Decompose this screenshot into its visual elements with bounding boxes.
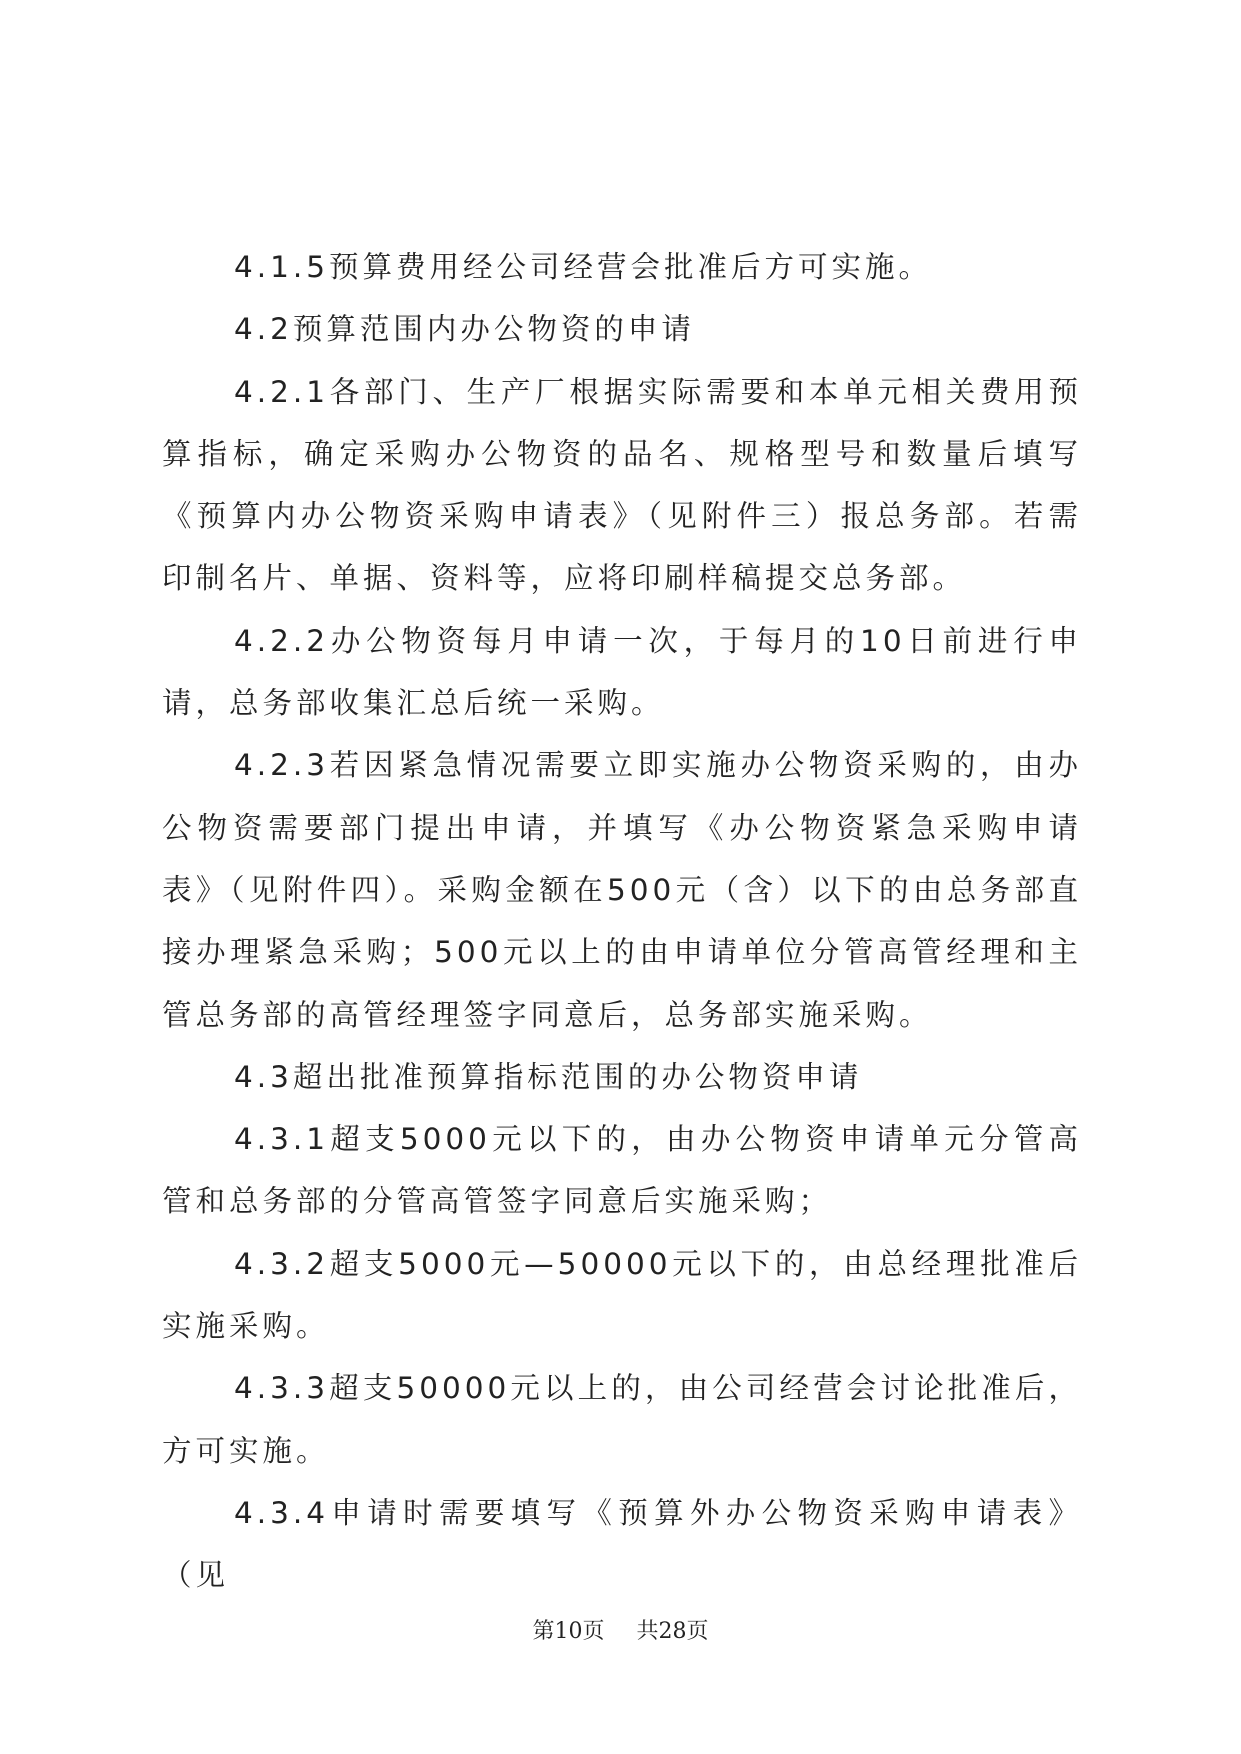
paragraph-4-3-2: 4.3.2超支5000元—50000元以下的，由总经理批准后实施采购。: [162, 1246, 1082, 1344]
heading-4-2: 4.2预算范围内办公物资的申请: [234, 312, 695, 347]
document-body: [162, 236, 1082, 1607]
paragraph-4-2-2: 4.2.2办公物资每月申请一次，于每月的10日前进行申请，总务部收集汇总后统一采购。: [162, 623, 1082, 721]
paragraph-4-1-5: 4.1.5预算费用经公司经营会批准后方可实施。: [234, 250, 933, 284]
paragraph-4-3-1: 4.3.1超支5000元以下的，由办公物资申请单元分管高管和总务部的分管高管签字同意后实施采购；: [162, 1122, 1082, 1219]
page-total: 共28页: [636, 1619, 709, 1644]
paragraph-4-2-1: 4.2.1各部门、生产厂根据实际需要和本单元相关费用预算指标，确定采购办公物资的品名、规格型号和数量后填写《预算内办公物资采购申请表》（见附件三）报总务部。若需印制名片、单据、资料等，应将印刷样稿提交总务部。: [162, 374, 1082, 596]
paragraph-4-3-3: 4.3.3超支50000元以上的，由公司经营会讨论批准后，方可实施。: [162, 1371, 1082, 1468]
heading-4-3: 4.3超出批准预算指标范围的办公物资申请: [234, 1059, 863, 1094]
paragraph-4-3-4: 4.3.4申请时需要填写《预算外办公物资采购申请表》（见: [162, 1495, 1082, 1593]
paragraph-4-2-3: 4.2.3若因紧急情况需要立即实施办公物资采购的，由办公物资需要部门提出申请，并填写《办公物资紧急采购申请表》（见附件四）。采购金额在500元（含）以下的由总务部直接办理紧急采购；500元以上的由申请单位分管高管经理和主管总务部的高管经理签字同意后，总务部实施采购。: [162, 748, 1082, 1032]
page-footer: [0, 1614, 1241, 1645]
page-number: 第10页: [532, 1619, 605, 1644]
